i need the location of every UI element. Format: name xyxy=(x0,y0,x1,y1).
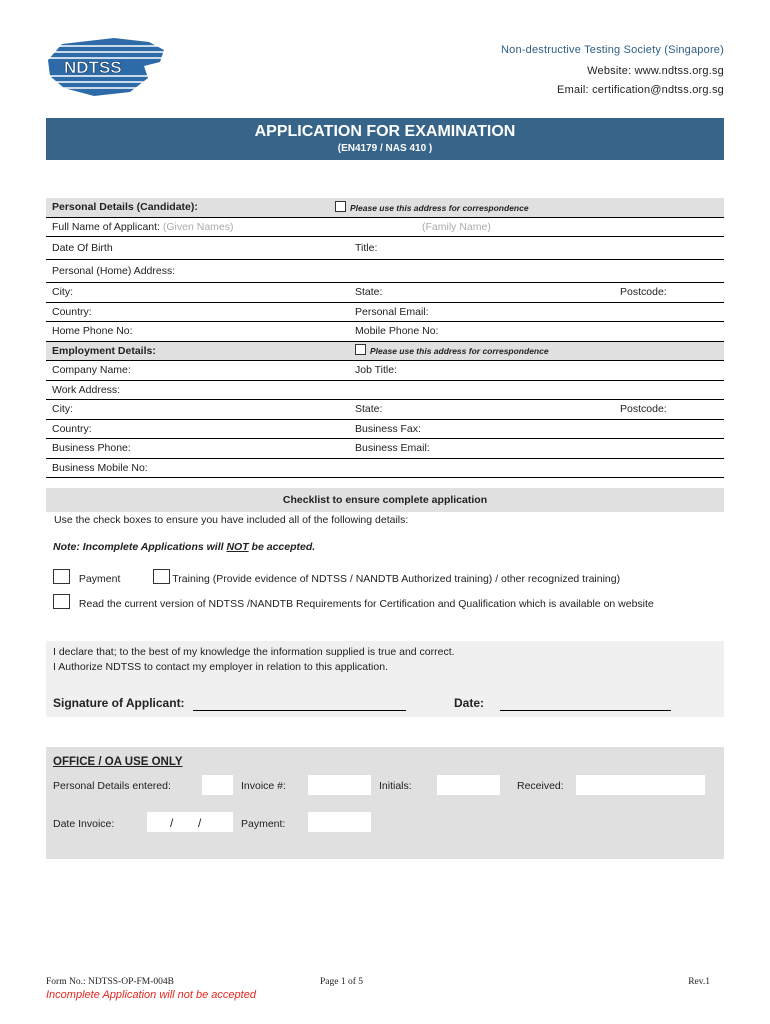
business-mobile-field[interactable] xyxy=(46,458,724,478)
personal-email-field[interactable] xyxy=(349,302,724,322)
work-state-label: State: xyxy=(355,403,383,416)
work-address-label: Work Address: xyxy=(52,383,121,396)
work-state-field[interactable] xyxy=(349,400,614,420)
title-field[interactable] xyxy=(349,237,724,260)
family-name-hint: (Family Name) xyxy=(422,220,491,233)
page-subtitle: (EN4179 / NAS 410 ) xyxy=(337,143,433,154)
date-slash-2: / xyxy=(198,816,202,830)
home-country-label: Country: xyxy=(52,305,92,318)
note-not: NOT xyxy=(226,541,249,553)
signature-label: Signature of Applicant: xyxy=(53,696,185,710)
note-prefix: Note: Incomplete Applications will xyxy=(53,541,227,553)
mobile-phone-label: Mobile Phone No: xyxy=(355,325,439,338)
page-title: APPLICATION FOR EXAMINATION xyxy=(254,123,516,140)
job-title-field[interactable] xyxy=(349,361,724,381)
company-label: Company Name: xyxy=(52,364,131,377)
employment-correspondence-checkbox[interactable] xyxy=(355,344,366,355)
home-address-field[interactable] xyxy=(46,260,724,283)
employment-correspondence-label: Please use this address for correspondence xyxy=(370,346,549,357)
date-invoice-label: Date Invoice: xyxy=(53,818,115,830)
business-fax-field[interactable] xyxy=(349,419,724,439)
work-country-field[interactable] xyxy=(46,419,349,439)
job-title-label: Job Title: xyxy=(355,364,398,377)
dob-label: Date Of Birth xyxy=(52,242,113,254)
declaration-line-1: I declare that; to the best of my knowledge the information supplied is true and correct. xyxy=(53,646,455,658)
checklist-instruction: Use the check boxes to ensure you have included all of the following details: xyxy=(54,514,409,526)
received-label: Received: xyxy=(517,780,564,792)
requirements-checkbox[interactable] xyxy=(53,594,70,609)
training-checkbox[interactable] xyxy=(153,569,170,584)
work-postcode-label: Postcode: xyxy=(620,403,667,416)
home-city-field[interactable] xyxy=(46,283,349,303)
form-number: Form No.: NDTSS-OP-FM-004B xyxy=(46,977,175,987)
full-name-label: Full Name of Applicant: xyxy=(52,220,160,233)
note-suffix: be accepted. xyxy=(248,541,316,553)
date-slash-1: / xyxy=(170,816,174,830)
ndtss-logo xyxy=(44,36,166,98)
business-mobile-label: Business Mobile No: xyxy=(52,461,148,474)
given-names-hint: (Given Names) xyxy=(162,220,234,233)
org-website: Website: www.ndtss.org.sg xyxy=(587,65,724,77)
personal-heading: Personal Details (Candidate): xyxy=(46,198,349,217)
details-form xyxy=(46,198,724,478)
signature-line[interactable] xyxy=(193,710,406,711)
mobile-phone-field[interactable] xyxy=(349,322,724,342)
office-use-section xyxy=(46,747,724,859)
employment-heading: Employment Details: xyxy=(46,341,349,361)
date-label: Date: xyxy=(454,696,485,710)
home-phone-label: Home Phone No: xyxy=(52,325,133,338)
business-email-field[interactable] xyxy=(349,439,724,459)
personal-entered-label: Personal Details entered: xyxy=(53,780,171,792)
business-email-label: Business Email: xyxy=(355,442,430,455)
home-state-label: State: xyxy=(355,286,383,299)
business-phone-label: Business Phone: xyxy=(52,442,131,455)
initials-box[interactable] xyxy=(437,775,500,795)
invoice-box[interactable] xyxy=(308,775,371,795)
logo-text: NDTSS xyxy=(64,58,122,77)
initials-label: Initials: xyxy=(379,780,412,792)
work-city-field[interactable] xyxy=(46,400,349,420)
org-email: Email: certification@ndtss.org.sg xyxy=(557,84,724,96)
payment-label: Payment xyxy=(78,573,121,585)
title-label: Title: xyxy=(355,242,378,254)
home-address-label: Personal (Home) Address: xyxy=(52,265,176,277)
incomplete-warning: Incomplete Application will not be accepted xyxy=(46,989,256,1001)
revision: Rev.1 xyxy=(688,977,710,987)
home-country-field[interactable] xyxy=(46,302,349,322)
dob-field[interactable] xyxy=(46,237,349,260)
personal-email-label: Personal Email: xyxy=(355,305,429,318)
work-country-label: Country: xyxy=(52,422,92,435)
checklist-row-1 xyxy=(53,569,620,585)
incomplete-note xyxy=(53,541,315,553)
home-postcode-label: Postcode: xyxy=(620,286,667,299)
work-address-field[interactable] xyxy=(46,380,724,400)
personal-correspondence-checkbox[interactable] xyxy=(335,201,346,212)
business-fax-label: Business Fax: xyxy=(355,422,421,435)
work-city-label: City: xyxy=(52,403,73,416)
payment-checkbox[interactable] xyxy=(53,569,70,584)
received-box[interactable] xyxy=(576,775,705,795)
personal-correspondence-label: Please use this address for correspondence xyxy=(350,202,529,213)
payment-office-label: Payment: xyxy=(241,818,286,830)
org-name: Non-destructive Testing Society (Singapore) xyxy=(500,44,724,56)
payment-office-box[interactable] xyxy=(308,812,371,832)
business-phone-field[interactable] xyxy=(46,439,349,459)
family-name-field[interactable] xyxy=(349,217,724,237)
page-number: Page 1 of 5 xyxy=(320,977,364,987)
checklist-heading: Checklist to ensure complete application xyxy=(46,488,724,512)
declaration-line-2: I Authorize NDTSS to contact my employer in relation to this application. xyxy=(53,661,388,673)
requirements-label: Read the current version of NDTSS /NANDTB Requirements for Certification and Qualification which is available on website xyxy=(78,598,654,610)
full-name-field[interactable] xyxy=(46,217,349,237)
declaration-section xyxy=(46,641,724,717)
invoice-label: Invoice #: xyxy=(241,780,286,792)
home-state-field[interactable] xyxy=(349,283,614,303)
home-phone-field[interactable] xyxy=(46,322,349,342)
personal-entered-box[interactable] xyxy=(202,775,233,795)
home-postcode-field[interactable] xyxy=(614,283,724,303)
checklist-row-2 xyxy=(53,594,713,612)
training-label: Training (Provide evidence of NDTSS / NANDTB Authorized training) / other recognized training) xyxy=(172,573,621,585)
home-city-label: City: xyxy=(52,286,73,299)
company-field[interactable] xyxy=(46,361,349,381)
office-heading: OFFICE / OA USE ONLY xyxy=(53,756,183,768)
title-banner xyxy=(46,118,724,160)
work-postcode-field[interactable] xyxy=(614,400,724,420)
date-invoice-box[interactable] xyxy=(147,812,233,832)
date-line[interactable] xyxy=(500,710,671,711)
